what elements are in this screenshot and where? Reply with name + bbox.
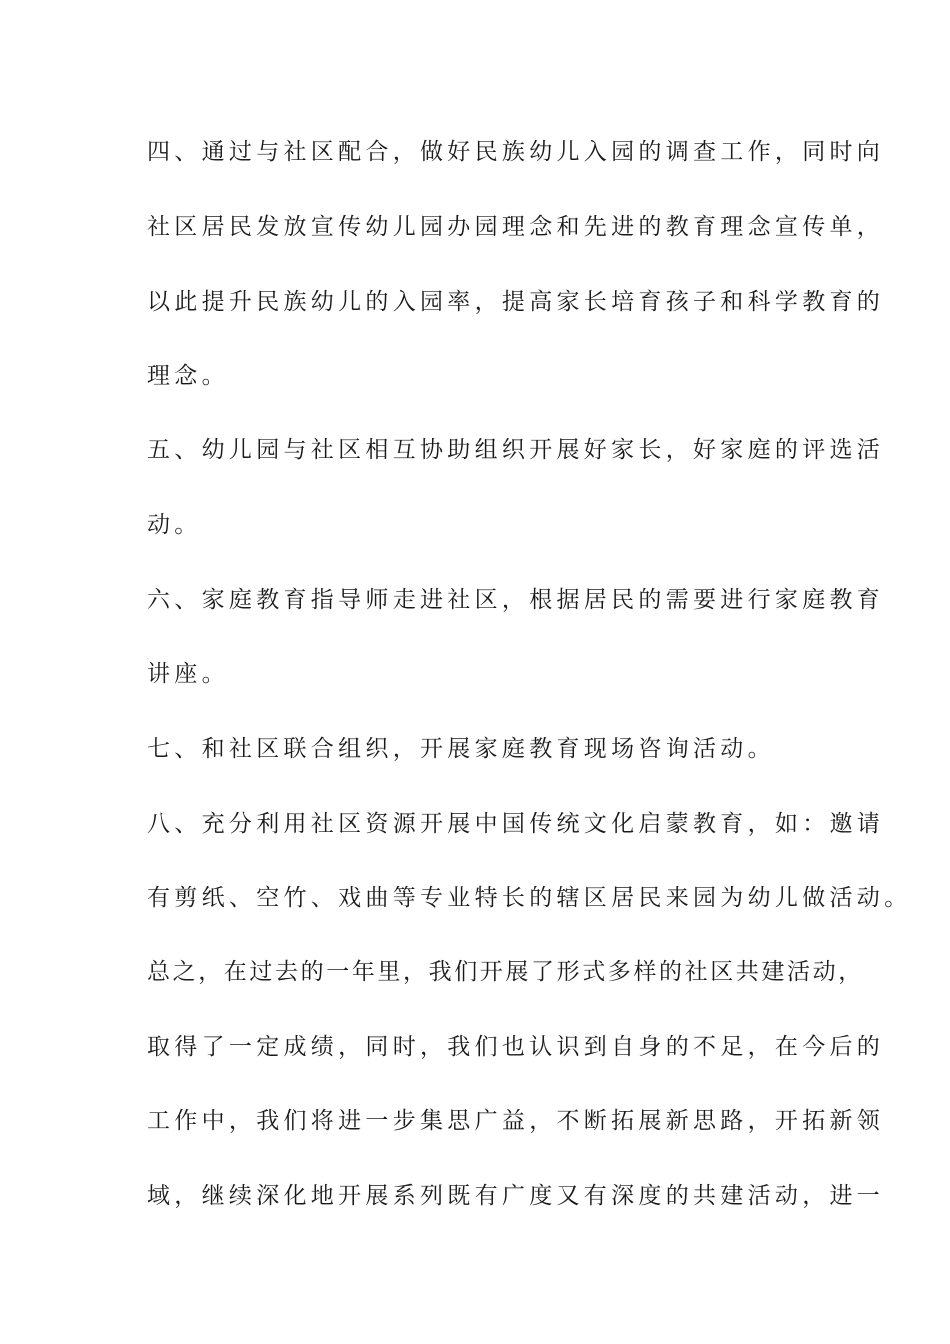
paragraph-4-line-2: 社区居民发放宣传幼儿园办园理念和先进的教育理念宣传单， <box>147 214 885 240</box>
summary-line-3: 工作中，我们将进一步集思广益，不断拓展新思路，开拓新领 <box>147 1108 885 1134</box>
paragraph-5-line-2: 动。 <box>147 512 202 538</box>
paragraph-4-line-3: 以此提升民族幼儿的入园率，提高家长培育孩子和科学教育的 <box>147 289 885 315</box>
paragraph-7-line-1: 七、和社区联合组织，开展家庭教育现场咨询活动。 <box>147 736 775 762</box>
summary-line-1: 总之，在过去的一年里，我们开展了形式多样的社区共建活动， <box>147 959 864 985</box>
paragraph-8-line-1: 八、充分利用社区资源开展中国传统文化启蒙教育，如：邀请 <box>147 811 885 837</box>
paragraph-4-line-1: 四、通过与社区配合，做好民族幼儿入园的调查工作，同时向 <box>147 139 885 165</box>
paragraph-5-line-1: 五、幼儿园与社区相互协助组织开展好家长，好家庭的评选活 <box>147 437 885 463</box>
paragraph-4-line-4: 理念。 <box>147 363 229 389</box>
paragraph-6-line-1: 六、家庭教育指导师走进社区，根据居民的需要进行家庭教育 <box>147 587 885 613</box>
paragraph-8-line-2: 有剪纸、空竹、戏曲等专业特长的辖区居民来园为幼儿做活动。 <box>147 885 912 911</box>
summary-line-4: 域，继续深化地开展系列既有广度又有深度的共建活动，进一 <box>147 1183 885 1209</box>
paragraph-6-line-2: 讲座。 <box>147 661 229 687</box>
summary-line-2: 取得了一定成绩，同时，我们也认识到自身的不足，在今后的 <box>147 1034 885 1060</box>
